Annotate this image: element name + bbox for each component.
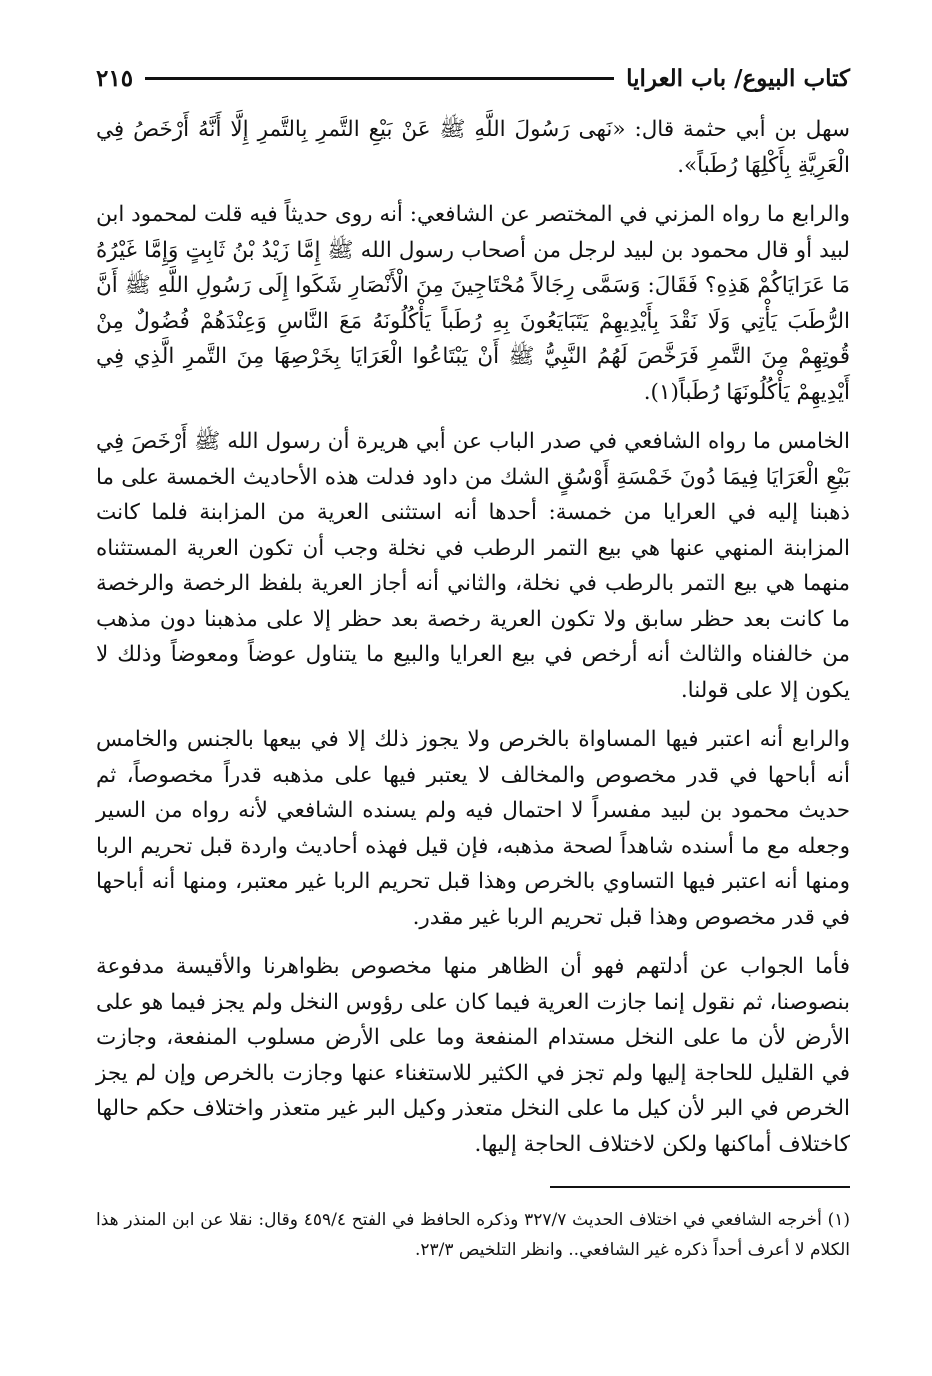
- footnote-rule: [550, 1186, 850, 1188]
- page-header: [96, 58, 850, 98]
- paragraph-1: سهل بن أبي حثمة قال: «نَهى رَسُولَ اللَّهِ ﷺ عَنْ بَيْعِ التَّمرِ بِالتَّمرِ إِلَّا أَنَّهُ أَرْخَصُ فِي الْعَرِيَّةِ بِأَكْلِهَا رُطَباً».: [96, 117, 850, 178]
- running-title: كتاب البيوع/ باب العرايا: [626, 64, 850, 92]
- body-text: [96, 112, 850, 1162]
- header-rule: [145, 77, 614, 80]
- paragraph-2: والرابع ما رواه المزني في المختصر عن الشافعي: أنه روى حديثاً فيه قلت لمحمود ابن لبيد أو قال محمود بن لبيد لرجل من أصحاب رسول الله ﷺ إِمَّا زَيْدُ بْنُ ثَابِتٍ وَإِمَّا غَيْرُهُ مَا عَرَايَاكُمْ هَذِهِ؟ فَقَالَ: وَسَمَّى رِجَالاً مُحْتَاجِينَ مِنَ الْأَنْصَارِ شَكَوا إِلَى رَسُولِ اللَّهِ ﷺ أَنَّ الرُّطَبَ يَأْتِي وَلَا نَقْدَ بِأَيْدِيهِمْ يَتَبَايَعُونَ بِهِ رُطَباً يَأْكُلُونَهُ مَعَ النَّاسِ وَعِنْدَهُمْ فُضُولٌ مِنْ قُوتِهِمْ مِنَ التَّمرِ فَرَخَّصَ لَهُمُ النَّبِيُّ ﷺ أَنْ يَبْتَاعُوا الْعَرَايَا بِخَرْصِهَا مِنَ التَّمرِ الَّذِي فِي أَيْدِيهِمْ يَأْكُلُونَهَا رُطَباً(١).: [96, 202, 850, 405]
- page-number: ٢١٥: [96, 64, 134, 92]
- paragraph-4: والرابع أنه اعتبر فيها المساواة بالخرص ولا يجوز ذلك إلا في بيعها بالجنس والخامس أنه أباحها في قدر مخصوص والمخالف لا يعتبر فيها على مذهبه قدراً مخصوصاً، ثم حديث محمود بن لبيد مفسراً لا احتمال فيه ولم يسنده الشافعي لأنه رواه من السير وجعله مع ما أسنده شاهداً لصحة مذهبه، فإن قيل فهذه أحاديث واردة قبل تحريم الربا ومنها أنه اعتبر فيها التساوي بالخرص وهذا قبل تحريم الربا غير معتبر، ومنها أنه أباحها في قدر مخصوص وهذا قبل تحريم الربا غير مقدر.: [96, 727, 850, 930]
- footnote: (١) أخرجه الشافعي في اختلاف الحديث ٣٢٧/٧ وذكره الحافظ في الفتح ٤٥٩/٤ وقال: نقلا عن ابن المنذر هذا الكلام لا أعرف أحداً ذكره غير الشافعي.. وانظر التلخيص ٢٣/٣.: [96, 1210, 850, 1260]
- paragraph-3: الخامس ما رواه الشافعي في صدر الباب عن أبي هريرة أن رسول الله ﷺ أَرْخَصَ فِي بَيْعِ الْعَرَايَا فِيمَا دُونَ خَمْسَةِ أَوْسُقٍ الشك من داود فدلت هذه الأحاديث الخمسة على ما ذهبنا إليه في العرايا من خمسة: أحدها أنه استثنى العرية من المزابنة فلما كانت المزابنة المنهي عنها هي بيع التمر الرطب في نخلة وجب أن تكون العرية المستثناه منهما هي بيع التمر بالرطب في نخلة، والثاني أنه أجاز العرية بلفظ الرخصة والرخصة ما كانت بعد حظر سابق ولا تكون العرية رخصة بعد حظر إلا على مذهبنا دون مذهب من خالفناه والثالث أنه أرخص في بيع العرايا والبيع ما يتناول عوضاً ومعوضاً وذلك لا يكون إلا على قولنا.: [96, 429, 850, 703]
- paragraph-5: فأما الجواب عن أدلتهم فهو أن الظاهر منها مخصوص بظواهرنا والأقيسة مدفوعة بنصوصنا، ثم نقول إنما جازت العرية فيما كان على رؤوس النخل ولم يجز فيما هو على الأرض لأن ما على النخل مستدام المنفعة وما على الأرض مسلوب المنفعة، وجازت في القليل للحاجة إليها ولم تجز في الكثير للاستغناء عنها وجازت بالخرص وإن لم يجز الخرص في البر لأن كيل ما على النخل متعذر وكيل البر غير متعذر واختلاف حكم حالها كاختلاف أماكنها ولكن لاختلاف الحاجة إليها.: [96, 954, 850, 1157]
